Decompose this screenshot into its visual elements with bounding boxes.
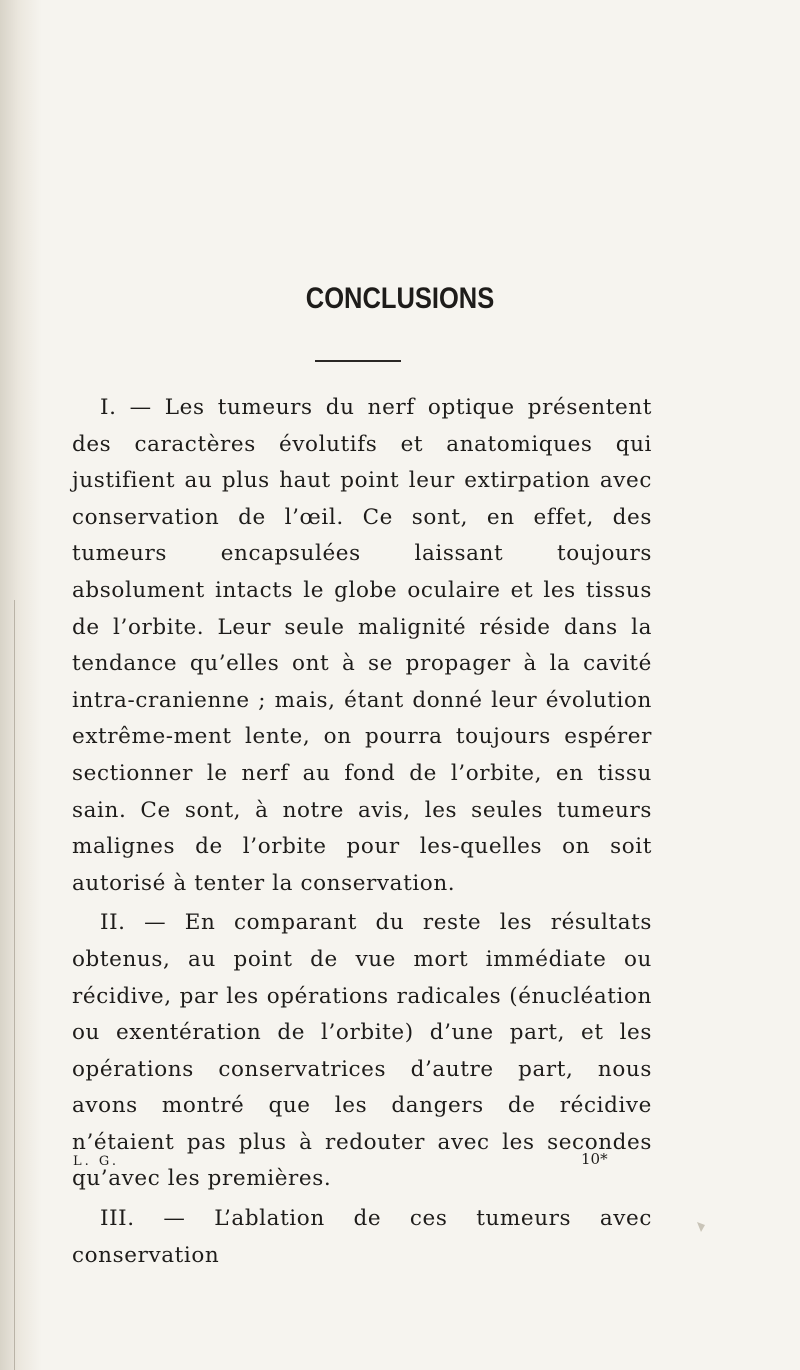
binding-edge-line [14, 600, 15, 1370]
signature-mark: 10* [581, 1150, 608, 1168]
paragraph-1: I. — Les tumeurs du nerf optique présentent des caractères évolutifs et anatomiques qui justifient au plus haut point leur extirpation avec conservation de l’œil. Ce sont, en effet, des tumeurs encapsulées laissant toujours absolument intacts le globe oculaire et les tissus de l’orbite. Leur seule malignité réside dans la tendance qu’elles ont à se propager à la cavité intra-cranienne ; mais, étant donné leur évolution extrême-ment lente, on pourra toujours espérer sectionner le nerf au fond de l’orbite, en tissu sain. Ce sont, à notre avis, les seules tumeurs malignes de l’orbite pour les-quelles on soit autorisé à tenter la conservation. [72, 395, 652, 896]
ink-speck-icon [695, 1220, 707, 1234]
paragraph-2: II. — En comparant du reste les résultats obtenus, au point de vue mort immédiate ou récidive, par les opérations radicales (énucléation ou exentération de l’orbite) d’une part, et les opérations conservatrices d’autre part, nous avons montré que les dangers de récidive n’étaient pas plus à redouter avec les secondes qu’avec les premières. [72, 910, 652, 1192]
title-divider [315, 360, 401, 362]
signature-initials: L. G. [73, 1154, 119, 1169]
paragraph-3: III. — L’ablation de ces tumeurs avec conservation [72, 1206, 652, 1268]
page-title: CONCLUSIONS [305, 282, 495, 315]
body-text [72, 390, 652, 1274]
page-binding-shadow [0, 0, 42, 1370]
